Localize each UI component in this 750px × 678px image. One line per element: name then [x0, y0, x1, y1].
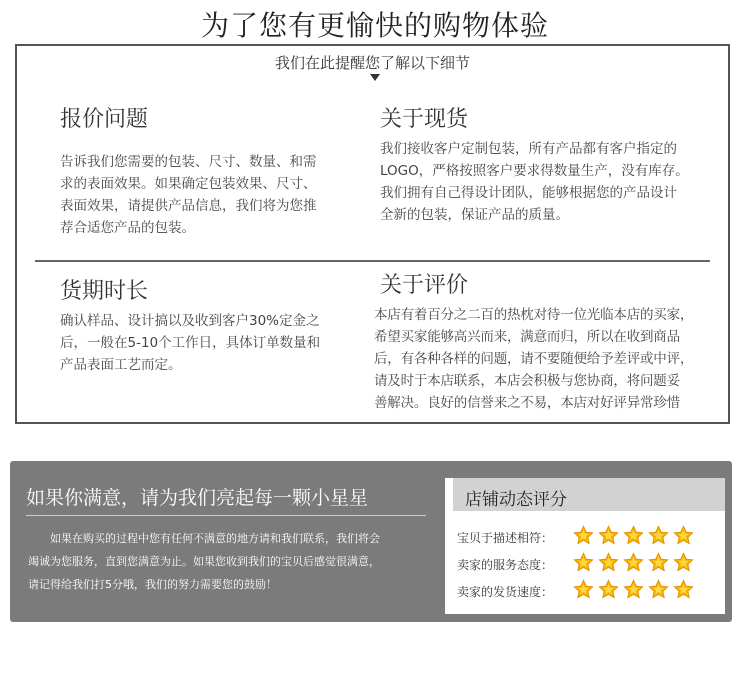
- star-icon: [598, 579, 619, 600]
- section-quote-title: 报价问题: [60, 107, 149, 132]
- section-review-line: 本店有着百分之二百的热枕对待一位光临本店的买家，: [374, 307, 694, 323]
- star-icon: [598, 525, 619, 546]
- section-quote-line: 表面效果，请提供产品信息，我们将为您推: [60, 198, 317, 214]
- section-delivery-line: 产品表面工艺而定。: [60, 357, 182, 373]
- section-stock-line: 我们接收客户定制包装，所有产品都有客户指定的: [380, 141, 677, 157]
- section-review-text: [374, 304, 729, 414]
- star-icon: [648, 552, 669, 573]
- feedback-line: 竭诚为您服务，直到您满意为止。如果您收到我们的宝贝后感觉很满意，: [28, 555, 380, 568]
- rating-label: 卖家的发货速度：: [457, 585, 554, 599]
- shop-rating-header: [453, 478, 725, 511]
- section-stock-title: 关于现货: [380, 107, 469, 132]
- star-icon: [623, 552, 644, 573]
- section-review-line: 希望买家能够高兴而来，满意而归，所以在收到商品: [374, 329, 680, 345]
- section-stock-line: 全新的包装，保证产品的质量。: [380, 207, 569, 223]
- feedback-line: 请记得给我们打5分哦，我们的努力需要您的鼓励！: [28, 578, 277, 591]
- panel-subtitle: 我们在此提醒您了解以下细节: [274, 54, 470, 72]
- section-delivery-title: 货期时长: [60, 279, 149, 304]
- star-icon: [673, 552, 694, 573]
- section-quote-text: [60, 151, 360, 239]
- star-icon: [623, 579, 644, 600]
- section-divider: [35, 260, 710, 262]
- section-quote-line: 荐合适您产品的包装。: [60, 220, 195, 236]
- star-icon: [573, 525, 594, 546]
- section-stock-text: [380, 138, 725, 226]
- section-review-line: 后，有各种各样的问题，请不要随便给予差评或中评，: [374, 351, 694, 367]
- feedback-title: 如果你满意，请为我们亮起每一颗小星星: [26, 487, 369, 509]
- page-title: 为了您有更愉快的购物体验: [200, 9, 549, 42]
- star-icon: [598, 552, 619, 573]
- section-delivery-line: 后，一般在5-10个工作日，具体订单数量和: [60, 335, 321, 351]
- section-review-title: 关于评价: [380, 273, 469, 298]
- shop-rating-title: 店铺动态评分: [465, 490, 567, 510]
- section-delivery-text: [60, 310, 360, 376]
- star-icon: [623, 525, 644, 546]
- rating-label: 宝贝于描述相符：: [457, 531, 554, 545]
- section-review-line: 善解决。良好的信誉来之不易，本店对好评异常珍惜: [374, 395, 680, 411]
- star-rating: [573, 579, 698, 600]
- feedback-line: 如果在购买的过程中您有任何不满意的地方请和我们联系，我们将会: [50, 532, 380, 545]
- section-delivery-line: 确认样品、设计搞以及收到客户30%定金之: [60, 313, 320, 329]
- info-panel: [15, 44, 730, 424]
- star-rating: [573, 552, 698, 573]
- section-stock-line: LOGO，严格按照客户要求得数量生产，没有库存。: [380, 163, 689, 179]
- feedback-title-underline: [26, 515, 426, 516]
- star-icon: [648, 525, 669, 546]
- section-stock-line: 我们拥有自己得设计团队，能够根据您的产品设计: [380, 185, 677, 201]
- star-icon: [648, 579, 669, 600]
- rating-label: 卖家的服务态度：: [457, 558, 554, 572]
- feedback-text: [28, 527, 433, 596]
- star-rating: [573, 525, 698, 546]
- feedback-banner: [10, 461, 732, 622]
- star-icon: [673, 525, 694, 546]
- section-quote-line: 告诉我们您需要的包装、尺寸、数量、和需: [60, 154, 317, 170]
- star-icon: [573, 552, 594, 573]
- star-icon: [573, 579, 594, 600]
- section-review-line: 请及时于本店联系，本店会积极与您协商，将问题妥: [374, 373, 680, 389]
- shop-rating-card: [445, 478, 725, 614]
- section-quote-line: 求的表面效果。如果确定包装效果、尺寸、: [60, 176, 317, 192]
- down-triangle-icon: [370, 74, 380, 81]
- star-icon: [673, 579, 694, 600]
